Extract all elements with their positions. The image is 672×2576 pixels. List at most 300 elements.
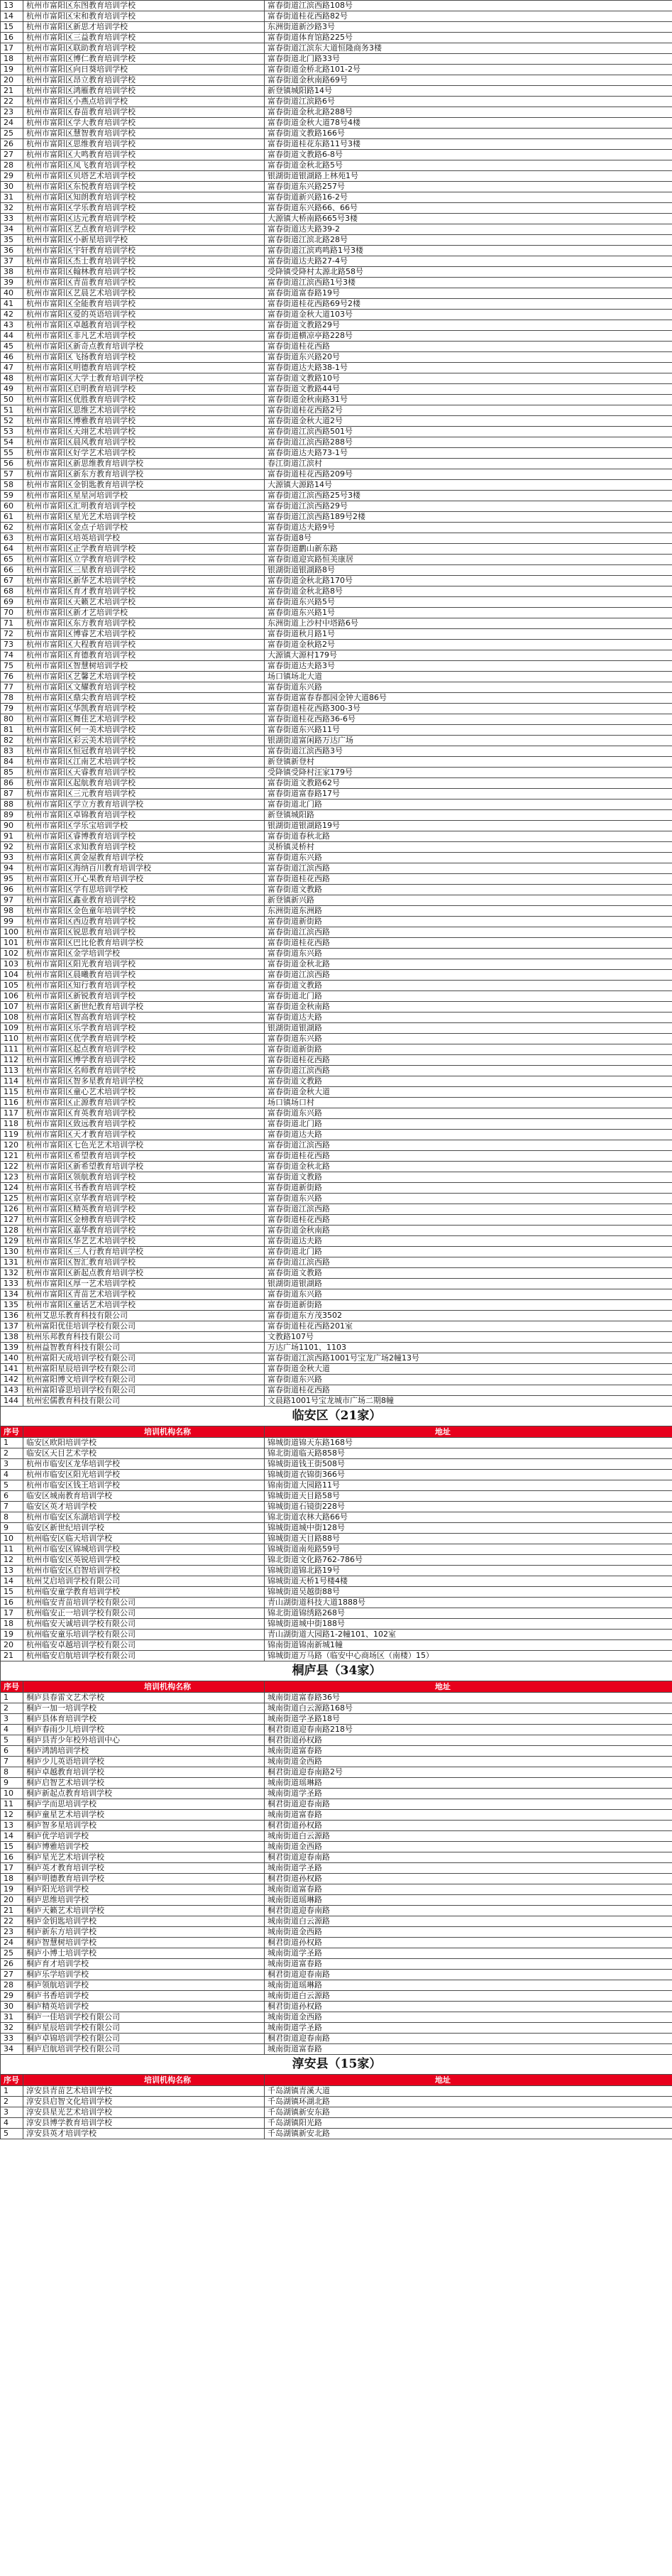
row-number: 23: [1, 107, 23, 118]
school-name: 杭州市富阳区慧智教育培训学校: [23, 129, 265, 139]
school-address: 富春街道达夫路27-4号: [265, 256, 672, 267]
row-number: 79: [1, 704, 23, 714]
school-address: 锦城街道城中街188号: [265, 1619, 672, 1630]
school-address: 富春街道文教路44号: [265, 384, 672, 395]
table-row: [1, 1725, 672, 1735]
school-address: 新登镇城阳路14号: [265, 86, 672, 97]
row-number: 36: [1, 246, 23, 256]
school-name: 杭州市富阳区优胜教育培训学校: [23, 395, 265, 405]
row-number: 72: [1, 629, 23, 640]
school-address: 城南街道瑶琳路: [265, 1778, 672, 1789]
table-row: [1, 1066, 672, 1076]
row-number: 55: [1, 448, 23, 459]
school-name: 杭州临安启航培训学校有限公司: [23, 1651, 265, 1661]
table-row: [1, 1459, 672, 1470]
school-name: 杭州市富阳区学立方教育培训学校: [23, 799, 265, 810]
school-address: 新登镇新登村: [265, 757, 672, 768]
school-address: 富春街道东方茂3502: [265, 1311, 672, 1321]
table-row: [1, 2012, 672, 2023]
school-address: 文教路107号: [265, 1332, 672, 1343]
table-row: [1, 1576, 672, 1587]
row-number: 15: [1, 1842, 23, 1852]
row-number: 46: [1, 352, 23, 363]
row-number: 20: [1, 1640, 23, 1651]
school-name: 桐庐金钥匙培训学校: [23, 1916, 265, 1927]
table-row: [1, 1108, 672, 1119]
school-name: 桐庐卓越教育培训学校: [23, 1767, 265, 1778]
school-address: 锦北街道农林大路66号: [265, 1512, 672, 1523]
school-address: 锦北街道锦绣路268号: [265, 1608, 672, 1619]
school-address: 富春街道江滨西路: [265, 1257, 672, 1268]
school-name: 杭州市富阳区京华教育培训学校: [23, 1194, 265, 1204]
row-number: 73: [1, 640, 23, 650]
school-name: 杭州市富阳区大学士教育培训学校: [23, 373, 265, 384]
school-name: 杭州市富阳区新世纪教育培训学校: [23, 1002, 265, 1013]
table-row: [1, 661, 672, 672]
school-name: 杭州乐邦教育科技有限公司: [23, 1332, 265, 1343]
school-name: 杭州市富阳区好学艺术培训学校: [23, 448, 265, 459]
row-number: 103: [1, 959, 23, 970]
school-name: 杭州临安童学教育培训学校: [23, 1587, 265, 1598]
row-number: 57: [1, 469, 23, 480]
row-number: 124: [1, 1183, 23, 1194]
row-number: 13: [1, 1566, 23, 1576]
row-number: 30: [1, 2002, 23, 2012]
school-name: 杭州市富阳区知朗教育培训学校: [23, 192, 265, 203]
school-address: 富春街道桂花东路11号3楼: [265, 139, 672, 150]
table-row: [1, 1247, 672, 1257]
school-name: 杭州市富阳区杰士教育培训学校: [23, 256, 265, 267]
school-name: 杭州富阳优佳培训学校有限公司: [23, 1321, 265, 1332]
table-row: [1, 927, 672, 938]
school-address: 富春街道桂花西路2号: [265, 405, 672, 416]
table-row: [1, 2044, 672, 2055]
school-address: 富春街道东兴路66、66号: [265, 203, 672, 214]
table-row: [1, 1523, 672, 1534]
school-name: 杭州市富阳区舞佳艺术培训学校: [23, 714, 265, 725]
school-name: 杭州市富阳区育英教育培训学校: [23, 1108, 265, 1119]
row-number: 14: [1, 1576, 23, 1587]
table-row: [1, 586, 672, 597]
row-number: 140: [1, 1353, 23, 1364]
table-row: [1, 1502, 672, 1512]
row-number: 12: [1, 1555, 23, 1566]
row-number: 92: [1, 842, 23, 853]
school-name: 杭州市富阳区金学培训学校: [23, 949, 265, 959]
school-name: 杭州市富阳区卓锦教育培训学校: [23, 810, 265, 821]
table-row: [1, 43, 672, 54]
school-address: 富春街道富春春都园金钟大道86号: [265, 693, 672, 704]
school-name: 桐庐明德教育培训学校: [23, 1874, 265, 1884]
school-address: 富春街道北门路33号: [265, 54, 672, 65]
table-row: [1, 1842, 672, 1852]
row-number: 88: [1, 799, 23, 810]
school-address: 富春街道金秋大道103号: [265, 310, 672, 320]
table-row: [1, 746, 672, 757]
row-number: 12: [1, 1810, 23, 1821]
table-row: [1, 1321, 672, 1332]
row-number: 60: [1, 501, 23, 512]
school-address: 富春街道8号: [265, 533, 672, 544]
table-row: [1, 2002, 672, 2012]
table-header: [1, 1426, 672, 1438]
table-row: [1, 778, 672, 789]
table-row: [1, 1055, 672, 1066]
table-row: [1, 618, 672, 629]
table-row: [1, 1353, 672, 1364]
table-row: [1, 555, 672, 565]
row-number: 18: [1, 1874, 23, 1884]
row-number: 61: [1, 512, 23, 523]
school-name: 杭州临安天诚培训学校有限公司: [23, 1619, 265, 1630]
row-number: 69: [1, 597, 23, 608]
school-name: 桐庐启智艺术培训学校: [23, 1778, 265, 1789]
school-name: 桐庐星光艺术培训学校: [23, 1852, 265, 1863]
school-address: 桐君街道迎春南路: [265, 2034, 672, 2044]
row-number: 81: [1, 725, 23, 736]
school-address: 富春街道江滨西路3号: [265, 746, 672, 757]
table-row: [1, 768, 672, 778]
table-row: [1, 682, 672, 693]
school-address: 锦北街道临天路858号: [265, 1448, 672, 1459]
school-name: 杭州市富阳区金钥匙教育培训学校: [23, 480, 265, 491]
school-address: 城南街道金西路: [265, 1842, 672, 1852]
table-row: [1, 22, 672, 33]
row-number: 108: [1, 1013, 23, 1023]
row-number: 34: [1, 224, 23, 235]
school-address: 桐君街道孙权路: [265, 1938, 672, 1948]
school-address: 富春街道桂花西路: [265, 1385, 672, 1396]
table-row: [1, 235, 672, 246]
row-number: 15: [1, 22, 23, 33]
school-address: 富春街道东兴路: [265, 682, 672, 693]
table-row: [1, 991, 672, 1002]
school-name: 杭州市富阳区金榜教育培训学校: [23, 1215, 265, 1226]
table-row: [1, 799, 672, 810]
school-address: 富春街道桂花西路: [265, 874, 672, 885]
row-number: 26: [1, 139, 23, 150]
table-row: [1, 512, 672, 523]
school-address: 富春街道桂花西路: [265, 342, 672, 352]
school-address: 富春街道江滨西路501号: [265, 427, 672, 437]
row-number: 5: [1, 1735, 23, 1746]
row-number: 77: [1, 682, 23, 693]
row-number: 56: [1, 459, 23, 469]
row-number: 47: [1, 363, 23, 373]
row-number: 142: [1, 1375, 23, 1385]
row-number: 84: [1, 757, 23, 768]
school-name: 杭州市富阳区东方教育培训学校: [23, 618, 265, 629]
school-address: 城南街道学圣路18号: [265, 1714, 672, 1725]
school-address: 东洲街道上沙村中塔路6号: [265, 618, 672, 629]
training-table: [0, 1681, 672, 2055]
row-number: 116: [1, 1098, 23, 1108]
school-address: 富春街道金秋南路: [265, 1002, 672, 1013]
school-name: 杭州市富阳区培英培训学校: [23, 533, 265, 544]
row-number: 38: [1, 267, 23, 278]
row-number: 17: [1, 1863, 23, 1874]
header-name: 培训机构名称: [23, 1426, 265, 1438]
school-address: 富春街道东兴路257号: [265, 182, 672, 192]
table-row: [1, 2107, 672, 2118]
school-name: 杭州市富阳区童心艺术培训学校: [23, 1087, 265, 1098]
row-number: 62: [1, 523, 23, 533]
row-number: 52: [1, 416, 23, 427]
school-name: 杭州富阳博文培训学校有限公司: [23, 1375, 265, 1385]
school-address: 富春街道文教路: [265, 981, 672, 991]
table-row: [1, 1343, 672, 1353]
table-row: [1, 842, 672, 853]
table-row: [1, 863, 672, 874]
school-address: 城南街道金西路: [265, 1927, 672, 1938]
header-name: 培训机构名称: [23, 1681, 265, 1693]
school-address: 城南街道富春路36号: [265, 1693, 672, 1703]
row-number: 10: [1, 1789, 23, 1799]
row-number: 4: [1, 1725, 23, 1735]
school-name: 临安区欧阳培训学校: [23, 1438, 265, 1448]
row-number: 114: [1, 1076, 23, 1087]
school-name: 杭州市富阳区领航教育培训学校: [23, 1172, 265, 1183]
table-row: [1, 459, 672, 469]
school-address: 城南街道瑶琳路: [265, 1895, 672, 1906]
table-row: [1, 1289, 672, 1300]
school-address: 富春街道新街路: [265, 1183, 672, 1194]
row-number: 68: [1, 586, 23, 597]
school-name: 杭州市富阳区卓越教育培训学校: [23, 320, 265, 331]
row-number: 29: [1, 1991, 23, 2002]
school-name: 杭州艾启培训学校有限公司: [23, 1576, 265, 1587]
table-row: [1, 1959, 672, 1970]
school-name: 桐庐小博士培训学校: [23, 1948, 265, 1959]
school-address: 富春街道新街路: [265, 1044, 672, 1055]
row-number: 129: [1, 1236, 23, 1247]
table-row: [1, 1916, 672, 1927]
row-number: 133: [1, 1279, 23, 1289]
school-name: 杭州市富阳区新才艺培训学校: [23, 608, 265, 618]
row-number: 76: [1, 672, 23, 682]
header-addr: 地址: [265, 2075, 672, 2086]
school-address: 富春街道江滨西路: [265, 863, 672, 874]
school-address: 富春街道文教路6-8号: [265, 150, 672, 160]
school-address: 银湖街道银湖路: [265, 1023, 672, 1034]
table-row: [1, 1130, 672, 1140]
row-number: 123: [1, 1172, 23, 1183]
school-name: 杭州市临安区东湖培训学校: [23, 1512, 265, 1523]
table-row: [1, 959, 672, 970]
school-name: 杭州市富阳区大程教育培训学校: [23, 640, 265, 650]
school-name: 杭州市临安区英锐培训学校: [23, 1555, 265, 1566]
row-number: 130: [1, 1247, 23, 1257]
row-number: 3: [1, 1459, 23, 1470]
table-row: [1, 1693, 672, 1703]
school-name: 杭州市富阳区希望教育培训学校: [23, 1151, 265, 1162]
school-address: 银湖街道富闲路万达广场: [265, 736, 672, 746]
school-address: 东洲街道东洲路: [265, 906, 672, 917]
table-row: [1, 1906, 672, 1916]
row-number: 49: [1, 384, 23, 395]
table-row: [1, 917, 672, 927]
table-row: [1, 1204, 672, 1215]
school-name: 杭州市富阳区小新星培训学校: [23, 235, 265, 246]
school-name: 杭州市富阳区青苗艺术培训学校: [23, 1289, 265, 1300]
school-address: 富春街道北门路: [265, 1247, 672, 1257]
row-number: 102: [1, 949, 23, 959]
row-number: 136: [1, 1311, 23, 1321]
school-name: 淳安县英才培训学校: [23, 2129, 265, 2139]
table-row: [1, 416, 672, 427]
row-number: 65: [1, 555, 23, 565]
row-number: 48: [1, 373, 23, 384]
row-number: 18: [1, 54, 23, 65]
table-row: [1, 970, 672, 981]
row-number: 40: [1, 288, 23, 299]
row-number: 43: [1, 320, 23, 331]
row-number: 7: [1, 1757, 23, 1767]
school-address: 富春街道新街路: [265, 1300, 672, 1311]
row-number: 63: [1, 533, 23, 544]
header-name: 培训机构名称: [23, 2075, 265, 2086]
school-name: 杭州市富阳区鑫业教育培训学校: [23, 895, 265, 906]
header-no: 序号: [1, 2075, 23, 2086]
row-number: 137: [1, 1321, 23, 1332]
table-row: [1, 1980, 672, 1991]
row-number: 90: [1, 821, 23, 831]
school-name: 杭州市富阳区鼎尖教育培训学校: [23, 693, 265, 704]
row-number: 18: [1, 1619, 23, 1630]
school-address: 城南街道富春路: [265, 1810, 672, 1821]
table-row: [1, 246, 672, 256]
school-address: 城南街道富春路: [265, 1884, 672, 1895]
table-row: [1, 373, 672, 384]
table-row: [1, 1938, 672, 1948]
table-header: [1, 1681, 672, 1693]
table-row: [1, 1789, 672, 1799]
table-row: [1, 1076, 672, 1087]
row-number: 143: [1, 1385, 23, 1396]
table-row: [1, 1279, 672, 1289]
table-row: [1, 171, 672, 182]
school-name: 杭州市富阳区开心果教育培训学校: [23, 874, 265, 885]
school-name: 杭州富阳天成培训学校有限公司: [23, 1353, 265, 1364]
table-row: [1, 821, 672, 831]
school-name: 杭州市富阳区优学教育培训学校: [23, 1034, 265, 1044]
school-address: 城南街道白云源路: [265, 1991, 672, 2002]
row-number: 50: [1, 395, 23, 405]
school-name: 杭州市临安区龙华培训学校: [23, 1459, 265, 1470]
table-row: [1, 384, 672, 395]
school-name: 杭州市富阳区海纳百川教育培训学校: [23, 863, 265, 874]
school-address: 千岛湖镇青溪大道: [265, 2086, 672, 2097]
row-number: 59: [1, 491, 23, 501]
school-address: 千岛湖镇环湖北路: [265, 2097, 672, 2107]
table-row: [1, 1044, 672, 1055]
school-address: 富春街道文教路166号: [265, 129, 672, 139]
school-name: 杭州市富阳区宇轩教育培训学校: [23, 246, 265, 256]
school-address: 富春街道江滨西路: [265, 1204, 672, 1215]
row-number: 135: [1, 1300, 23, 1311]
row-number: 4: [1, 1470, 23, 1480]
school-address: 富春街道桂花西路: [265, 938, 672, 949]
school-address: 富春街道文教路62号: [265, 778, 672, 789]
school-name: 杭州市富阳区博学教育培训学校: [23, 1055, 265, 1066]
school-name: 桐庐新东方培训学校: [23, 1927, 265, 1938]
school-name: 杭州市富阳区江南艺术培训学校: [23, 757, 265, 768]
school-address: 锦南街道锦南新城1幢: [265, 1640, 672, 1651]
school-name: 杭州市富阳区精英教育培训学校: [23, 1204, 265, 1215]
table-row: [1, 427, 672, 437]
school-name: 杭州市富阳区锐思教育培训学校: [23, 927, 265, 938]
school-name: 杭州市富阳区巴比伦教育培训学校: [23, 938, 265, 949]
school-name: 杭州市富阳区睿博教育培训学校: [23, 831, 265, 842]
school-address: 富春街道北门路: [265, 991, 672, 1002]
school-name: 杭州市富阳区名师教育培训学校: [23, 1066, 265, 1076]
school-address: 富春街道桂花西路: [265, 1215, 672, 1226]
school-name: 杭州市富阳区天睿教育培训学校: [23, 768, 265, 778]
table-row: [1, 895, 672, 906]
table-row: [1, 1257, 672, 1268]
school-address: 富春街道金秋南路31号: [265, 395, 672, 405]
row-number: 120: [1, 1140, 23, 1151]
school-address: 春江街道江滨村: [265, 459, 672, 469]
school-address: 富春街道文教路: [265, 1268, 672, 1279]
table-row: [1, 576, 672, 586]
school-name: 杭州市富阳区明德教育培训学校: [23, 363, 265, 373]
school-address: 富春街道金桥北路101-2号: [265, 65, 672, 75]
row-number: 6: [1, 1746, 23, 1757]
school-name: 桐庐新起点教育培训学校: [23, 1789, 265, 1799]
table-row: [1, 1194, 672, 1204]
table-row: [1, 2129, 672, 2139]
table-row: [1, 1480, 672, 1491]
school-address: 富春街道东兴路11号: [265, 725, 672, 736]
school-address: 锦城街道钱王街508号: [265, 1459, 672, 1470]
row-number: 89: [1, 810, 23, 821]
row-number: 71: [1, 618, 23, 629]
table-header: [1, 2075, 672, 2086]
school-name: 杭州市富阳区金色童年培训学校: [23, 906, 265, 917]
school-name: 杭州市富阳区东图教育培训学校: [23, 1, 265, 11]
school-name: 桐庐英才教育培训学校: [23, 1863, 265, 1874]
table-row: [1, 150, 672, 160]
school-address: 银湖街道银湖路8号: [265, 565, 672, 576]
school-name: 杭州市临安区钱王培训学校: [23, 1480, 265, 1491]
table-row: [1, 1544, 672, 1555]
school-address: 灵桥镇灵桥村: [265, 842, 672, 853]
school-address: 锦城街道天桥1号楼4楼: [265, 1576, 672, 1587]
table-row: [1, 1396, 672, 1407]
school-address: 千岛湖镇新安东路: [265, 2107, 672, 2118]
table-row: [1, 874, 672, 885]
school-name: 杭州市富阳区新起点教育培训学校: [23, 1268, 265, 1279]
school-name: 杭州市富阳区天才教育培训学校: [23, 1130, 265, 1140]
school-name: 桐庐学而思培训学校: [23, 1799, 265, 1810]
header-addr: 地址: [265, 1426, 672, 1438]
school-name: 杭州市富阳区西迈教育培训学校: [23, 917, 265, 927]
school-address: 锦城街道吴越街88号: [265, 1587, 672, 1598]
school-address: 富春街道达夫路38-1号: [265, 363, 672, 373]
row-number: 4: [1, 2118, 23, 2129]
table-row: [1, 1598, 672, 1608]
school-address: 富春街道桂花西路209号: [265, 469, 672, 480]
school-name: 杭州市富阳区思维艺术培训学校: [23, 405, 265, 416]
table-row: [1, 33, 672, 43]
school-name: 杭州市富阳区致远教育培训学校: [23, 1119, 265, 1130]
school-address: 桐君街道孙权路: [265, 1735, 672, 1746]
table-row: [1, 1364, 672, 1375]
row-number: 74: [1, 650, 23, 661]
school-address: 富春街道文教路10号: [265, 373, 672, 384]
table-row: [1, 938, 672, 949]
